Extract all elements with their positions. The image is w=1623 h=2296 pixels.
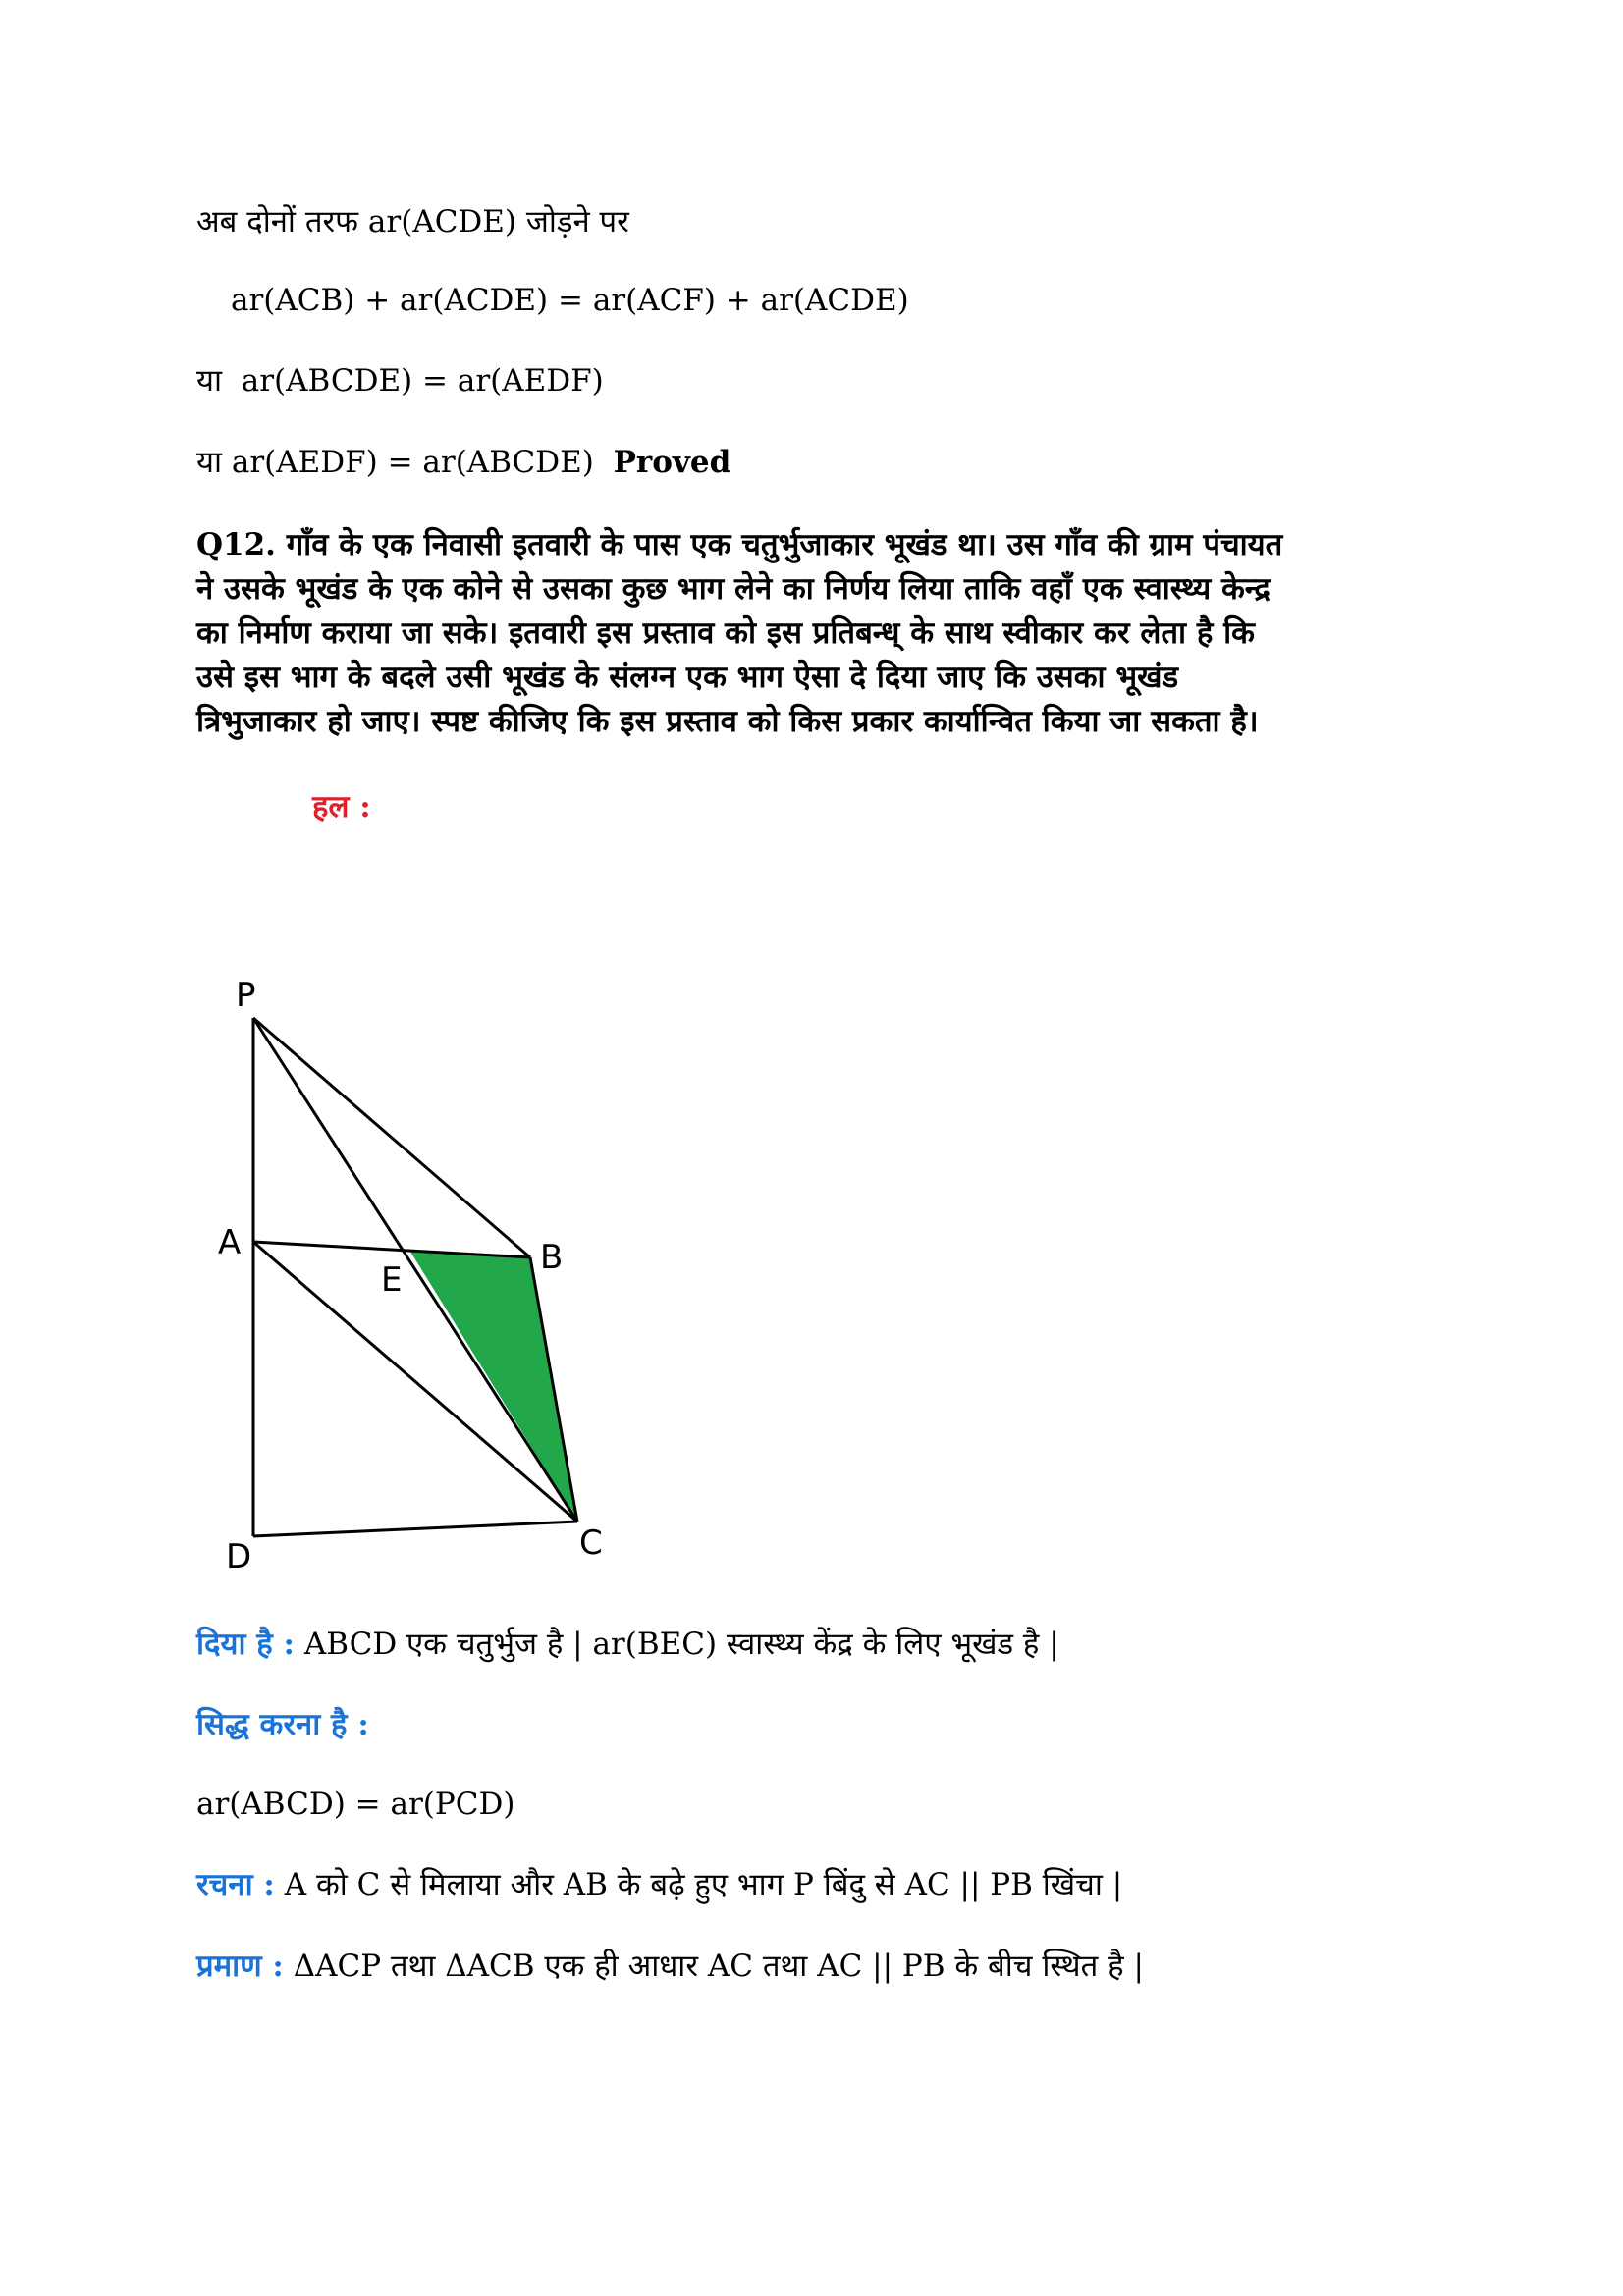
line-ab: [253, 1242, 530, 1257]
line-pb: [253, 1018, 530, 1257]
to-prove-text: ar(ABCD) = ar(PCD): [196, 1787, 515, 1822]
construction-line: [196, 1865, 1122, 1904]
equation-line-3: [196, 361, 604, 400]
equation-text: ar(ABCDE) = ar(AEDF): [241, 363, 604, 399]
given-label: दिया है :: [196, 1627, 295, 1662]
equation-line-2: ar(ACB) + ar(ACDE) = ar(ACF) + ar(ACDE): [231, 283, 909, 318]
given-line: [196, 1625, 1059, 1664]
solution-label: हल :: [312, 789, 371, 825]
to-prove-label: सिद्ध करना है :: [196, 1707, 369, 1742]
construction-text: A को C से मिलाया और AB के बढ़े हुए भाग P बिंदु से AC || PB खिंचा |: [284, 1867, 1123, 1902]
to-prove-label-line: [196, 1705, 369, 1744]
given-text: ABCD एक चतुर्भुज है | ar(BEC) स्वास्थ्य केंद्र के लिए भूखंड है |: [303, 1627, 1059, 1662]
question-12: [196, 523, 1438, 744]
point-label-a: A: [218, 1223, 242, 1262]
question-line: ने उसके भूखंड के एक कोने से उसका कुछ भाग लेने का निर्णय लिया ताकि वहाँ एक स्वास्थ्य केन्द्र: [196, 571, 1271, 607]
question-line: Q12. गाँव के एक निवासी इतवारी के पास एक चतुर्भुजाकार भूखंड था। उस गाँव की ग्राम पंचायत: [196, 527, 1283, 562]
point-label-c: C: [579, 1523, 603, 1563]
point-label-d: D: [226, 1537, 252, 1576]
proof-line: [196, 1947, 1144, 1986]
geometry-figure: [196, 967, 648, 1585]
question-line: त्रिभुजाकार हो जाए। स्पष्ट कीजिए कि इस प्रस्ताव को किस प्रकार कार्यान्वित किया जा सकता है।: [196, 704, 1259, 739]
proof-text: ΔACP तथा ΔACB एक ही आधार AC तथा AC || PB के बीच स्थित है |: [293, 1949, 1144, 1984]
question-line: उसे इस भाग के बदले उसी भूखंड के संलग्न एक भाग ऐसा दे दिया जाए कि उसका भूखंड: [196, 660, 1179, 695]
proof-label: प्रमाण :: [196, 1949, 284, 1984]
ya-word: या: [196, 363, 223, 399]
point-label-b: B: [540, 1238, 564, 1277]
point-label-e: E: [381, 1260, 403, 1300]
question-line: का निर्माण कराया जा सके। इतवारी इस प्रस्ताव को इस प्रतिबन्ध् के साथ स्वीकार कर लेता है कि: [196, 615, 1255, 651]
point-label-p: P: [236, 976, 256, 1015]
equation-line-4: [196, 443, 730, 482]
construction-label: रचना :: [196, 1867, 275, 1902]
text-line-1: अब दोनों तरफ ar(ACDE) जोड़ने पर: [196, 204, 629, 240]
equation-text: या ar(AEDF) = ar(ABCDE): [196, 445, 594, 480]
proved-word: Proved: [613, 445, 731, 480]
line-dc: [253, 1522, 577, 1536]
